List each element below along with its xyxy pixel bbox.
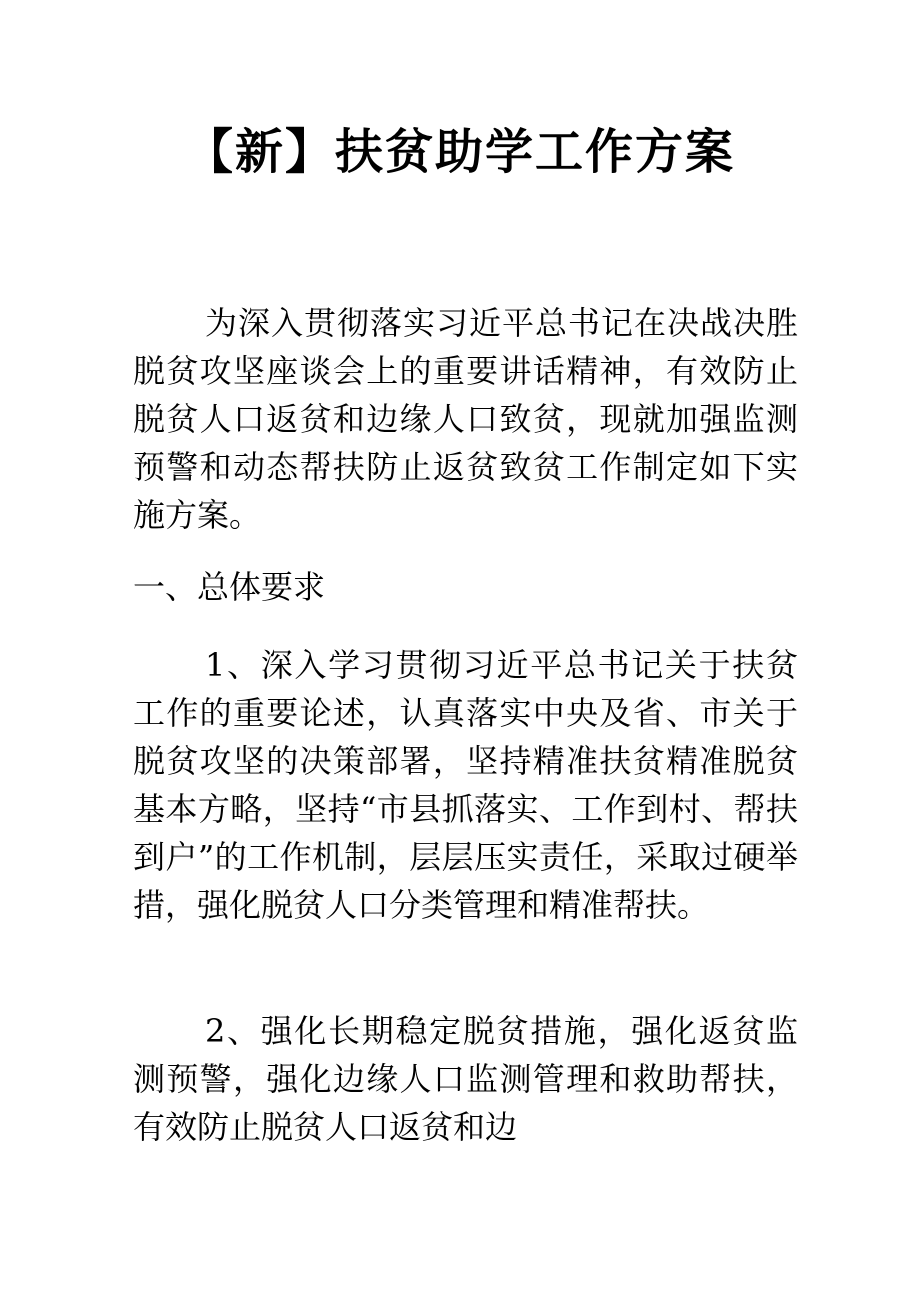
intro-paragraph: 为深入贯彻落实习近平总书记在决战决胜脱贫攻坚座谈会上的重要讲话精神，有效防止脱贫人口返贫和边缘人口致贫，现就加强监测预警和动态帮扶防止返贫致贫工作制定如下实施方案。	[133, 304, 798, 534]
list-item: 1、深入学习贯彻习近平总书记关于扶贫工作的重要论述，认真落实中央及省、市关于脱贫攻坚的决策部署，坚持精准扶贫精准脱贫基本方略，坚持“市县抓落实、工作到村、帮扶到户”的工作机制，层层压实责任，采取过硬举措，强化脱贫人口分类管理和精准帮扶。	[133, 646, 798, 924]
section-heading: 一、总体要求	[133, 568, 326, 606]
list-item: 2、强化长期稳定脱贫措施，强化返贫监测预警，强化边缘人口监测管理和救助帮扶，有效防止脱贫人口返贫和边	[133, 1012, 798, 1146]
document-title: 【新】扶贫助学工作方案	[184, 124, 735, 180]
